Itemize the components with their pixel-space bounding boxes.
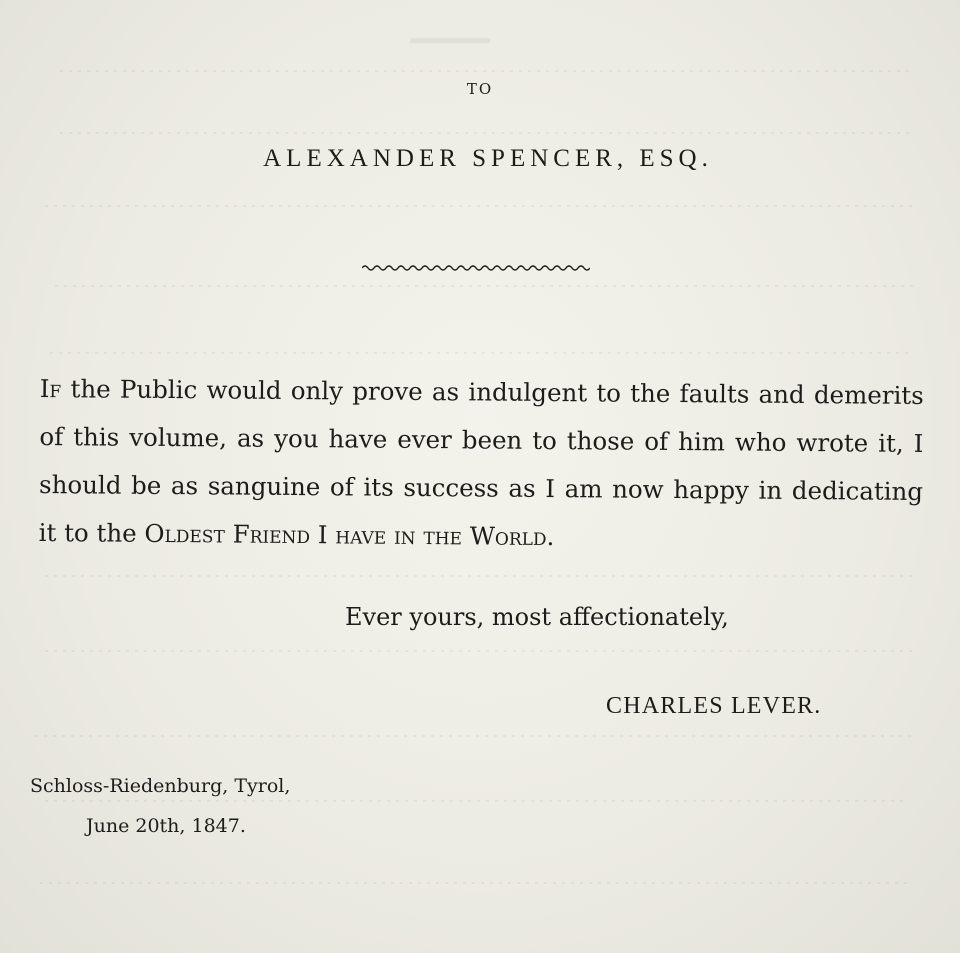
show-through-line [60, 132, 910, 134]
dedicatee-name: ALEXANDER SPENCER, ESQ. [263, 145, 713, 172]
oldest-friend-phrase: Oldest Friend I have in the World [144, 518, 547, 551]
show-through-line [45, 650, 915, 652]
show-through-line [60, 70, 910, 72]
show-through-line [45, 800, 905, 802]
date-line: June 20th, 1847. [86, 815, 246, 837]
opening-word: If [39, 373, 62, 404]
wavy-rule-ornament [362, 262, 590, 274]
show-through-texture: ▬▬▬▬▬ [410, 30, 490, 47]
author-signature: CHARLES LEVER. [606, 693, 822, 719]
show-through-line [35, 735, 915, 737]
paragraph-text: the Public would only prove as indulgent to the faults and demerits of this volume, as you have ever been to those of him who wrote it, I should be as sanguine of its success as I am now happy in dedicating it to the [38, 374, 924, 548]
show-through-line [45, 205, 915, 207]
dedication-to-label: TO [466, 80, 494, 98]
show-through-line [45, 575, 915, 577]
show-through-line [55, 285, 915, 287]
show-through-line [40, 882, 910, 884]
show-through-line [50, 352, 910, 354]
place-line: Schloss-Riedenburg, Tyrol, [30, 775, 291, 797]
dedication-paragraph [38, 365, 923, 564]
paragraph-end: . [546, 521, 555, 552]
closing-line: Ever yours, most affectionately, [345, 603, 729, 631]
